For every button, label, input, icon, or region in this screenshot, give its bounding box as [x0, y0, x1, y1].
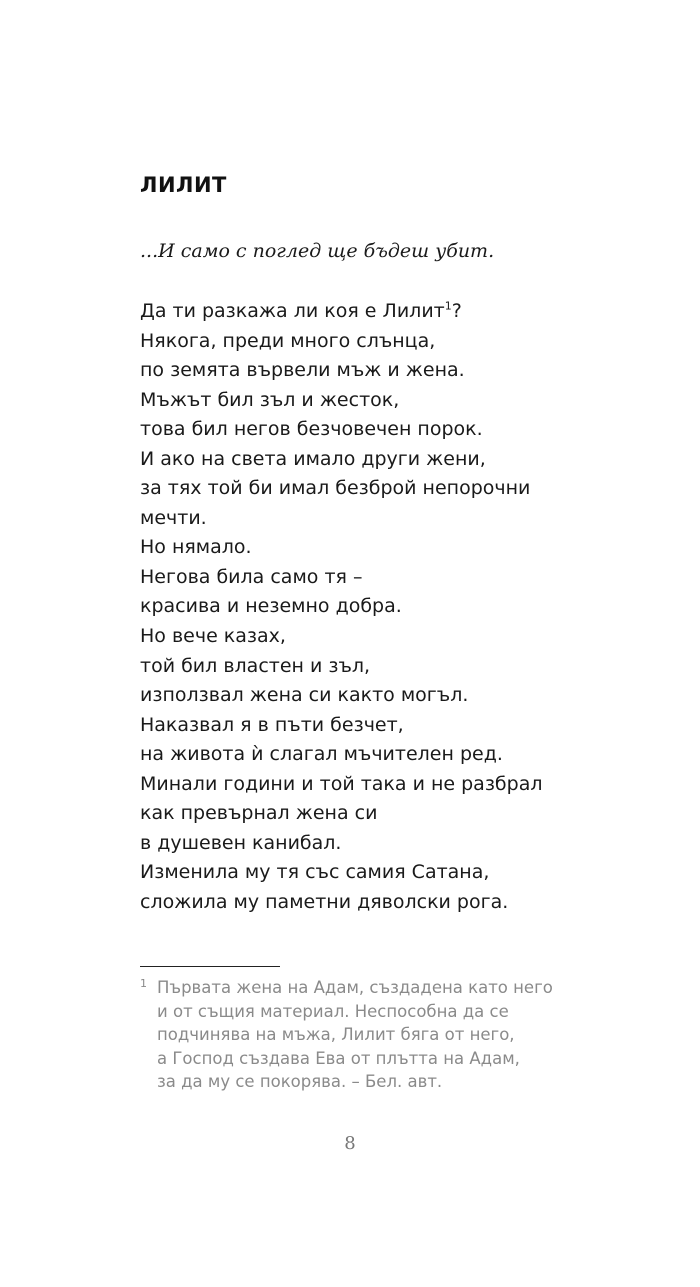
- poem-line: Наказвал я в пъти безчет,: [140, 713, 404, 736]
- footnote-line: [140, 976, 580, 1000]
- poem-line: Минали години и той така и не разбрал: [140, 772, 543, 795]
- footnote: [140, 976, 580, 1094]
- footnote-divider: [140, 966, 280, 967]
- poem-line: мечти.: [140, 506, 207, 529]
- poem-line-punctuation: ?: [451, 300, 462, 322]
- poem-line: Някога, преди много слънца,: [140, 329, 436, 352]
- poem-line: Негова била само тя –: [140, 565, 363, 588]
- footnote-line: а Господ създава Ева от плътта на Адам,: [157, 1048, 520, 1068]
- footnote-mark: 1: [140, 977, 147, 990]
- poem-line: Мъжът бил зъл и жесток,: [140, 388, 400, 411]
- poem-line: Но вече казах,: [140, 625, 286, 648]
- footnote-line: подчинява на мъжа, Лилит бяга от него,: [157, 1025, 515, 1044]
- poem-line: по земята вървели мъж и жена.: [140, 359, 465, 382]
- poem-line: красива и неземно добра.: [140, 595, 402, 618]
- poem-line: Но нямало.: [140, 536, 252, 559]
- poem-line: той бил властен и зъл,: [140, 654, 371, 677]
- poem-line: И ако на света имало други жени,: [140, 447, 486, 470]
- epigraph: ...И само с поглед ще бъдеш убит.: [140, 240, 495, 262]
- footnote-line: за да му се покорява. – Бел. авт.: [157, 1072, 443, 1091]
- footnote-line-text: Първата жена на Адам, създадена като него: [157, 978, 553, 997]
- poem-line: как превърнал жена си: [140, 802, 378, 825]
- poem-body: [140, 297, 543, 917]
- poem-line: сложила му паметни дяволски рога.: [140, 890, 509, 913]
- poem-line: използвал жена си както могъл.: [140, 684, 469, 707]
- page-number: 8: [344, 1133, 356, 1154]
- poem-line: в душевен канибал.: [140, 831, 342, 854]
- footnote-line: и от същия материал. Неспособна да се: [157, 1001, 509, 1021]
- poem-line: на живота ѝ слагал мъчителен ред.: [140, 743, 503, 766]
- poem-line: за тях той би имал безброй непорочни: [140, 477, 531, 500]
- poem-line: това бил негов безчовечен порок.: [140, 418, 483, 441]
- poem-line: Изменила му тя със самия Сатана,: [140, 861, 490, 884]
- poem-line-text: Да ти разкажа ли коя е Лилит: [140, 300, 445, 322]
- poem-line: [140, 297, 543, 327]
- poem-title: ЛИЛИТ: [140, 173, 227, 197]
- footnote-reference: 1: [444, 299, 452, 313]
